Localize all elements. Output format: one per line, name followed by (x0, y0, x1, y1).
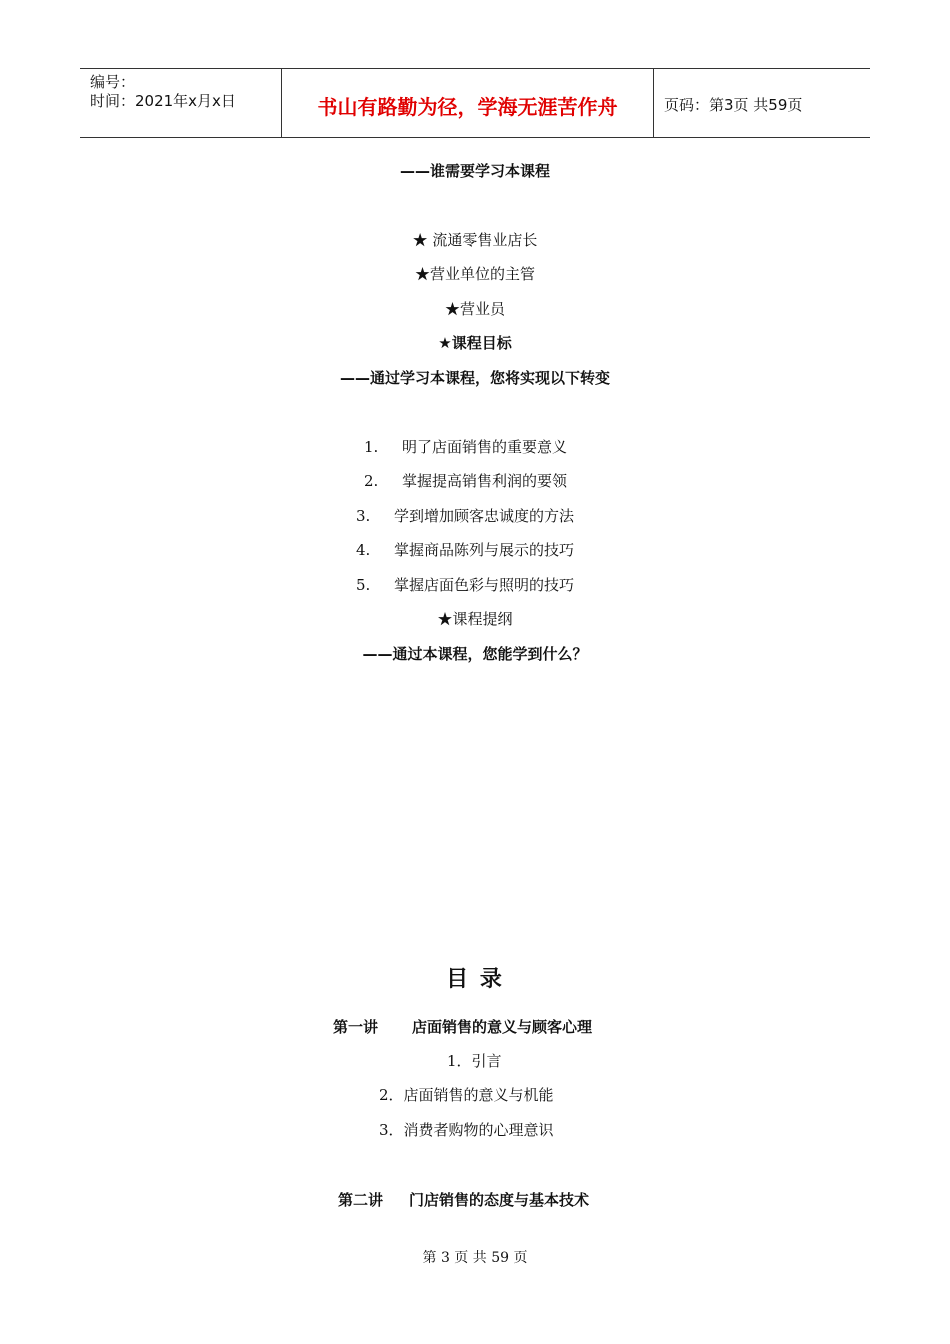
goal-heading: ★课程目标 (438, 334, 512, 352)
goal-number: 4. (356, 541, 371, 559)
header-motto-cell (282, 69, 654, 137)
goal-text: 学到增加顾客忠诚度的方法 (394, 507, 575, 525)
who-heading: ——谁需要学习本课程 (399, 162, 550, 180)
goal-text: 掌握店面色彩与照明的技巧 (394, 576, 575, 594)
toc-lecture-1 (333, 1016, 592, 1037)
lecture-title: 门店销售的态度与基本技术 (409, 1191, 590, 1209)
audience-item: ★营业员 (444, 300, 505, 318)
toc-item: 3．消费者购物的心理意识 (379, 1121, 554, 1139)
goal-item (356, 575, 574, 595)
goal-number: 3. (356, 507, 371, 525)
goal-item (364, 471, 567, 491)
goal-text: 掌握提高销售利润的要领 (402, 472, 568, 490)
toc-item: 2．店面销售的意义与机能 (379, 1086, 554, 1104)
number-label: 编号： (90, 73, 136, 91)
outline-heading: ★课程提纲 (437, 610, 513, 628)
toc-item: 1．引言 (447, 1052, 502, 1070)
lecture-title: 店面销售的意义与顾客心理 (412, 1018, 593, 1036)
outline-subheading: ——通过本课程，您能学到什么？ (362, 645, 588, 663)
goal-item (356, 540, 574, 560)
page-info: 页码：第3页 共59页 (664, 96, 803, 114)
header-info-cell (80, 69, 282, 137)
goal-number: 1. (364, 438, 379, 456)
header-page-cell (654, 69, 870, 137)
toc-lecture-2 (338, 1189, 589, 1210)
goal-text: 明了店面销售的重要意义 (402, 438, 568, 456)
goal-subheading: ——通过学习本课程，您将实现以下转变 (339, 369, 610, 387)
audience-item: ★营业单位的主管 (414, 265, 535, 283)
goal-text: 掌握商品陈列与展示的技巧 (394, 541, 575, 559)
audience-item: ★ 流通零售业店长 (412, 231, 538, 249)
time-label: 时间：2021年x月x日 (90, 92, 236, 110)
page-footer: 第 3 页 共 59 页 (422, 1250, 528, 1266)
goal-number: 5. (356, 576, 371, 594)
motto-text: 书山有路勤为径，学海无涯苦作舟 (317, 95, 618, 119)
goal-item (356, 506, 574, 526)
lecture-number: 第一讲 (333, 1018, 379, 1036)
goal-item (364, 437, 567, 457)
toc-title: 目 录 (446, 967, 504, 992)
goal-number: 2. (364, 472, 379, 490)
document-header (80, 68, 870, 138)
lecture-number: 第二讲 (338, 1191, 384, 1209)
